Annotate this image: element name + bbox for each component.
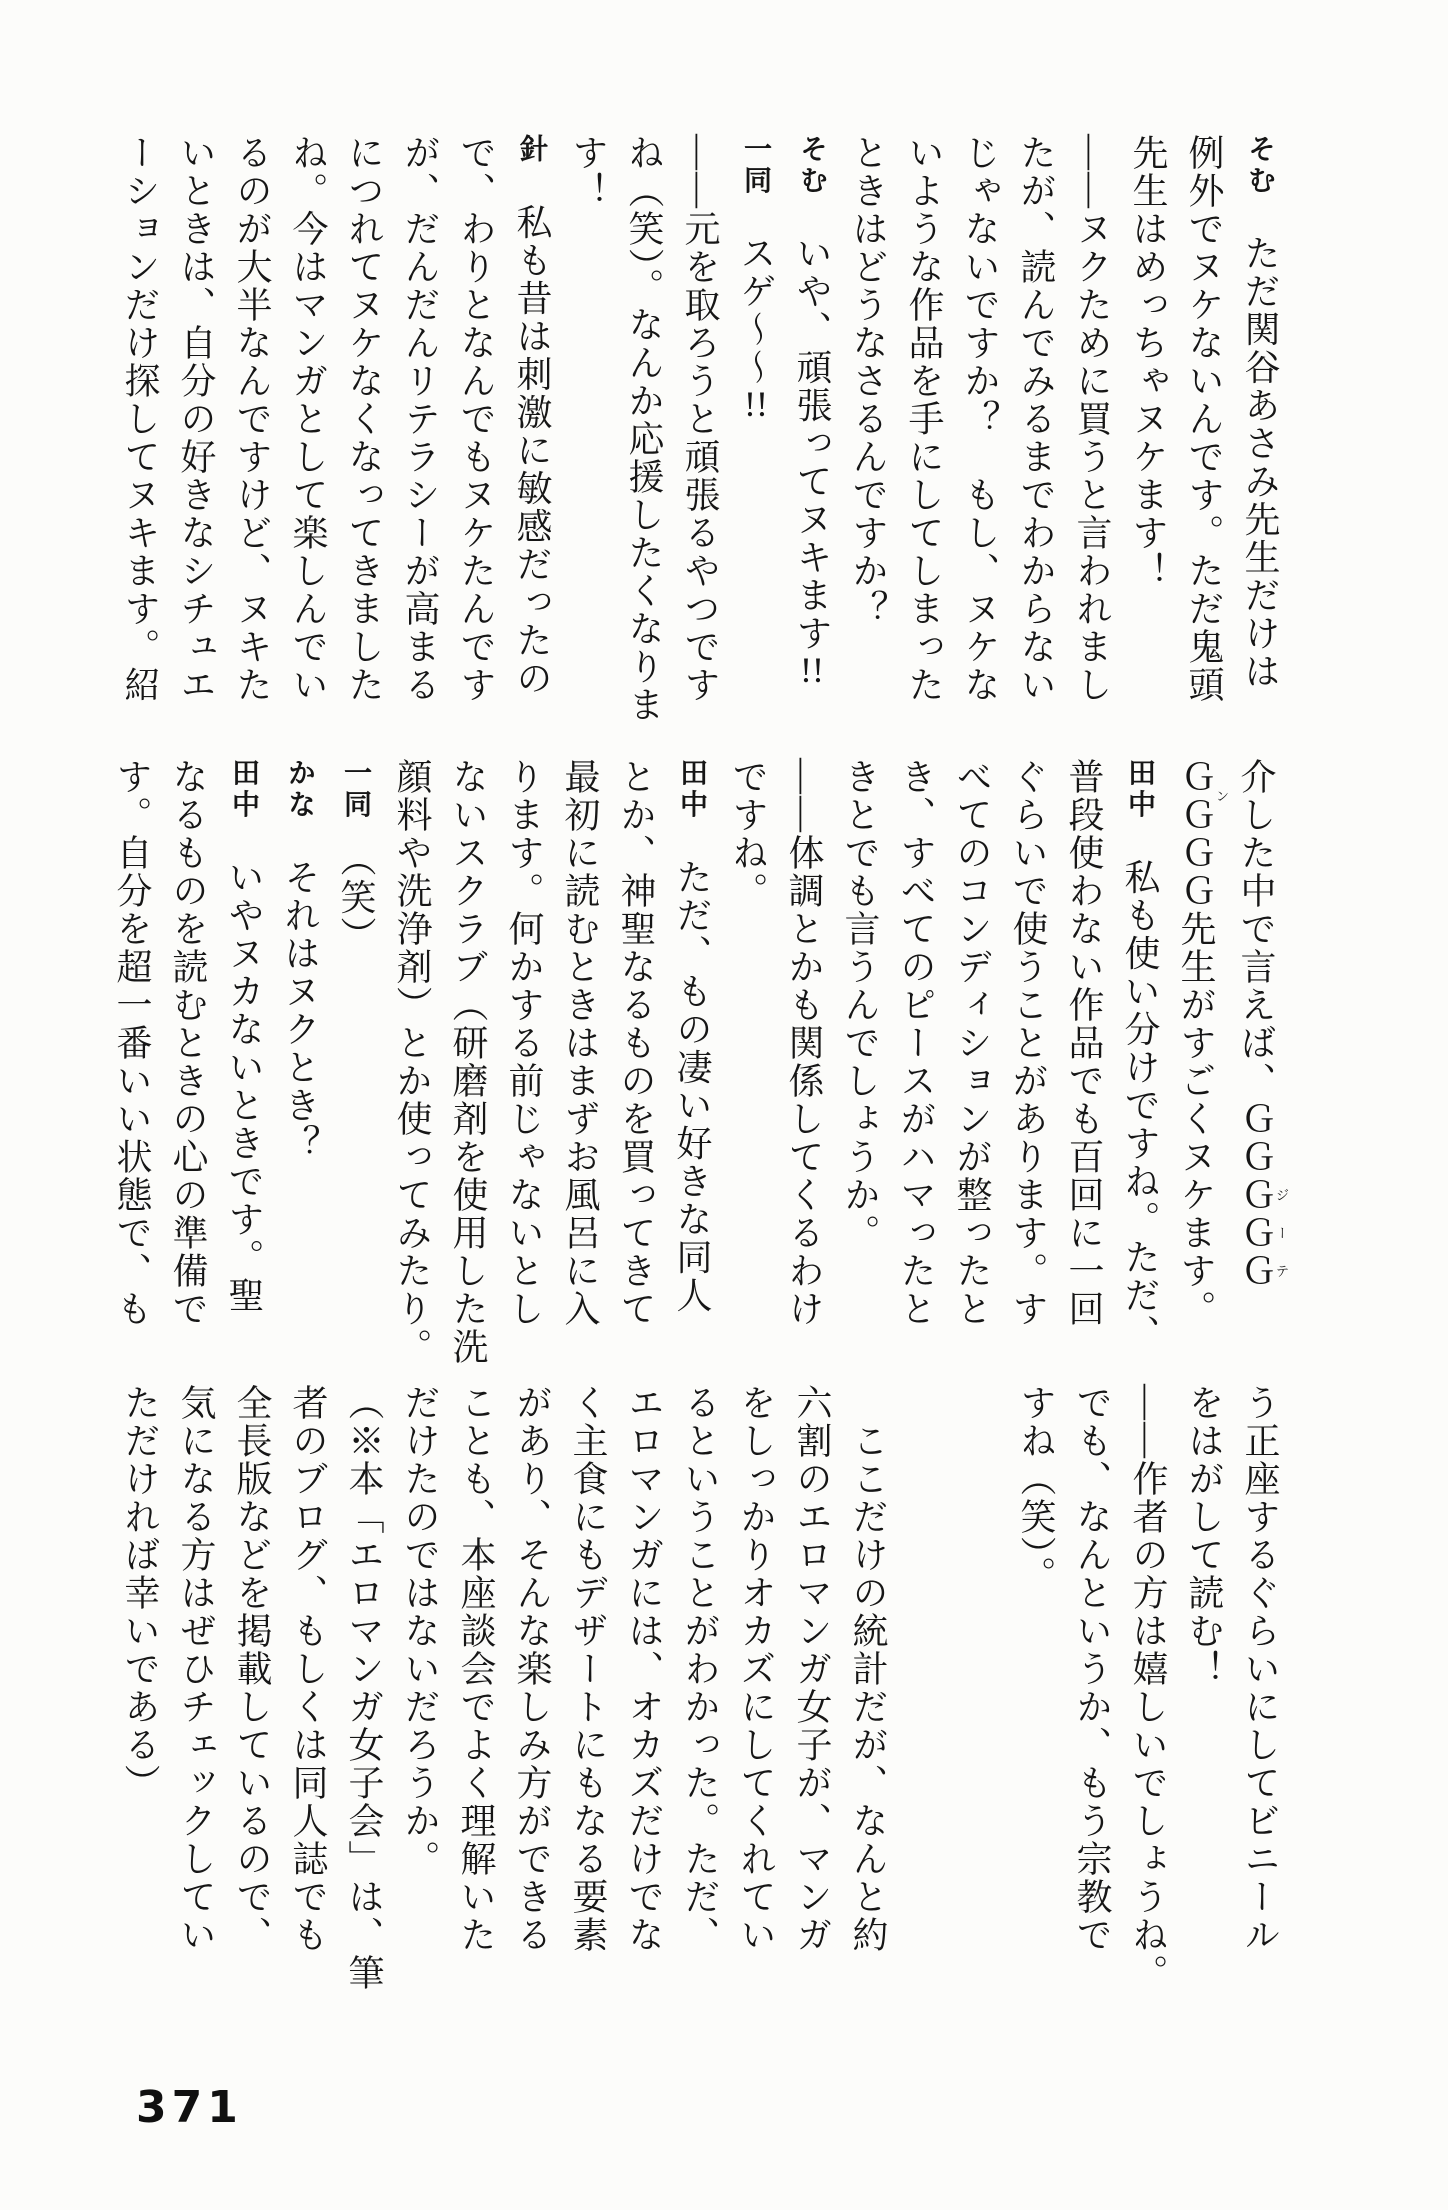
text-column [336,1384,392,2006]
speaker-name: そむ [1245,134,1276,197]
text-column [840,1384,896,2006]
text-run: が、だんだんリテラシーが高まる [400,134,440,704]
text-column [1228,758,1288,1380]
text-run: 六割のエロマンガ女子が、マンガ [792,1384,832,1954]
speaker-name: かな [285,758,316,821]
text-run: （※本「エロマンガ女子会」は、筆 [344,1384,384,1992]
text-run: をしっかりオカズにしてくれてい [736,1384,776,1954]
text-run: 者のブログ、もしくは同人誌でも [288,1384,328,1954]
text-column [168,1384,224,2006]
text-column [560,134,616,756]
text-run: ここだけの統計だが、なんと約 [848,1384,888,1954]
text-column [896,134,952,756]
text-run: いや、頑張ってヌキます [792,196,832,653]
text-column [1176,1384,1232,2006]
text-run: でも、なんというか、もう宗教で [1072,1384,1112,1954]
text-run: く主食にもデザートにもなる要素 [568,1384,608,1954]
text-run: ただければ幸いである） [120,1384,160,1802]
text-column [784,1384,840,2006]
text-run: ただ、もの凄い好きな同人 [672,820,712,1315]
text-run: なるものを読むときの心の準備で [168,758,208,1328]
text-column [1120,1384,1176,2006]
text-run: ね。今はマンガとして楽しんでい [288,134,328,704]
text-column [728,134,784,756]
text-column [1064,134,1120,756]
text-run: ——元を取ろうと頑張るやつです [680,134,720,704]
tate-chu-yoko: !! [744,386,768,423]
text-run: （笑） [336,820,376,955]
text-column [1064,1384,1120,2006]
text-run: き、すべてのピースがハマったと [896,758,936,1328]
text-column [616,1384,672,2006]
text-column [1232,134,1288,756]
text-column [888,758,944,1380]
text-run: だけたのではないだろうか。 [400,1384,440,1878]
text-column [1000,758,1056,1380]
text-column [728,1384,784,2006]
text-run: 例外でヌケないんです。ただ鬼頭 [1184,134,1224,704]
text-column [104,758,160,1380]
text-column [784,134,840,756]
text-run: 最初に読むときはまずお風呂に入 [560,758,600,1328]
text-run: ります。何かする前じゃないとし [504,758,544,1328]
text-column [1056,758,1112,1380]
text-column [440,758,496,1380]
text-column [328,758,384,1380]
text-run: 気になる方はぜひチェックしてい [176,1384,216,1954]
text-run: ーションだけ探してヌキます。紹 [120,134,160,704]
text-run: につれてヌケなくなってきました [344,134,384,704]
text-column [168,134,224,756]
text-column [392,134,448,756]
text-column [280,1384,336,2006]
text-column [664,758,720,1380]
text-run: るということがわかった。ただ、 [680,1384,720,1954]
text-band-top [112,134,1288,756]
text-run: ことも、本座談会でよく理解いた [456,1384,496,1954]
text-column [1008,134,1064,756]
text-run: 介した中で言えば、ＧＧ [1236,758,1276,1176]
text-column [552,758,608,1380]
text-column [1008,1384,1064,2006]
speaker-name: 田中 [229,758,260,821]
speaker-name: 田中 [1125,758,1156,821]
text-run: ——体調とかも関係してくるわけ [784,758,824,1328]
text-run: 私も使い分けですね。ただ、 [1120,820,1160,1353]
text-run [904,1384,944,1422]
text-column [112,1384,168,2006]
text-column [1120,134,1176,756]
text-column [272,758,328,1380]
text-column [832,758,888,1380]
ruby-annotated-text: ＧＧＧジーテ [1236,1176,1289,1290]
text-band-bottom [112,1384,1288,2006]
text-column [384,758,440,1380]
text-column [448,1384,504,2006]
text-column [944,758,1000,1380]
text-run: きとでも言うんでしょうか。 [840,758,880,1252]
text-column [216,758,272,1380]
text-run: いときは、自分の好きなシチュエ [176,134,216,704]
text-column [952,1384,1008,2006]
text-column [776,758,832,1380]
text-run: 全長版などを掲載しているので、 [232,1384,272,1954]
text-column [336,134,392,756]
text-run: 私も昔は刺激に敏感だったの [512,165,552,698]
text-run: 先生はめっちゃヌケます！ [1128,134,1168,590]
text-column [504,134,560,756]
tate-chu-yoko: !! [800,652,824,689]
text-run: いような作品を手にしてしまった [904,134,944,704]
speaker-name: 一同 [341,758,372,821]
text-column [160,758,216,1380]
text-column [952,134,1008,756]
text-run [960,1384,1000,1422]
text-column [608,758,664,1380]
text-run: それはヌクとき？ [280,820,320,1163]
text-column [672,1384,728,2006]
text-column [720,758,776,1380]
ruby-annotated-text: ＧＧン [1176,758,1229,834]
text-column [1112,758,1168,1380]
text-run: ね（笑）。なんか応援したくなりま [624,134,664,724]
text-column [496,758,552,1380]
page-number: 371 [136,2082,243,2133]
speaker-name: そむ [797,134,828,197]
text-run: エロマンガには、オカズだけでな [624,1384,664,1954]
text-run: す。自分を超一番いい状態で、も [112,758,152,1328]
speaker-name: 田中 [677,758,708,821]
text-run: があり、そんな楽しみ方ができる [512,1384,552,1954]
text-run: すね（笑）。 [1016,1384,1056,1594]
text-run: ——作者の方は嬉しいでしょうね。 [1128,1384,1168,1992]
text-run: いやヌカないときです。聖 [224,820,264,1315]
text-column [616,134,672,756]
text-column [392,1384,448,2006]
text-column [224,1384,280,2006]
text-column [448,134,504,756]
text-run: ぐらいで使うことがあります。す [1008,758,1048,1328]
text-column [112,134,168,756]
text-run: で、わりとなんでもヌケたんです [456,134,496,704]
text-run: スゲ〜〜 [736,196,776,387]
text-run: 普段使わない作品でも百回に一回 [1064,758,1104,1328]
text-band-middle [104,758,1288,1380]
text-run: たが、読んでみるまでわからない [1016,134,1056,704]
text-run: 顔料や洗浄剤）とか使ってみたり。 [392,758,432,1366]
text-run: とか、神聖なるものを買ってきて [616,758,656,1328]
text-column [1232,1384,1288,2006]
text-run: う正座するぐらいにしてビニール [1240,1384,1280,1954]
text-run: じゃないですか？ もし、ヌケな [960,134,1000,704]
text-column [1168,758,1228,1380]
text-run: ときはどうなさるんですか？ [848,134,888,628]
text-run: ——ヌクために買うと言われまし [1072,134,1112,704]
text-run: ＧＧ先生がすごくヌケます。 [1176,834,1216,1328]
text-run: す！ [568,134,608,210]
text-column [840,134,896,756]
text-run: ですね。 [728,758,768,910]
text-run: をはがして読む！ [1184,1384,1224,1688]
text-column [672,134,728,756]
text-column [224,134,280,756]
text-column [1176,134,1232,756]
text-run: るのが大半なんですけど、ヌキた [232,134,272,704]
text-column [560,1384,616,2006]
text-column [896,1384,952,2006]
speaker-name: 針 [517,134,548,166]
speaker-name: 一同 [741,134,772,197]
text-run: べてのコンディションが整ったと [952,758,992,1328]
text-run: ただ関谷あさみ先生だけは [1240,196,1280,691]
text-column [504,1384,560,2006]
text-run: ないスクラブ（研磨剤を使用した洗 [448,758,488,1366]
text-column [280,134,336,756]
